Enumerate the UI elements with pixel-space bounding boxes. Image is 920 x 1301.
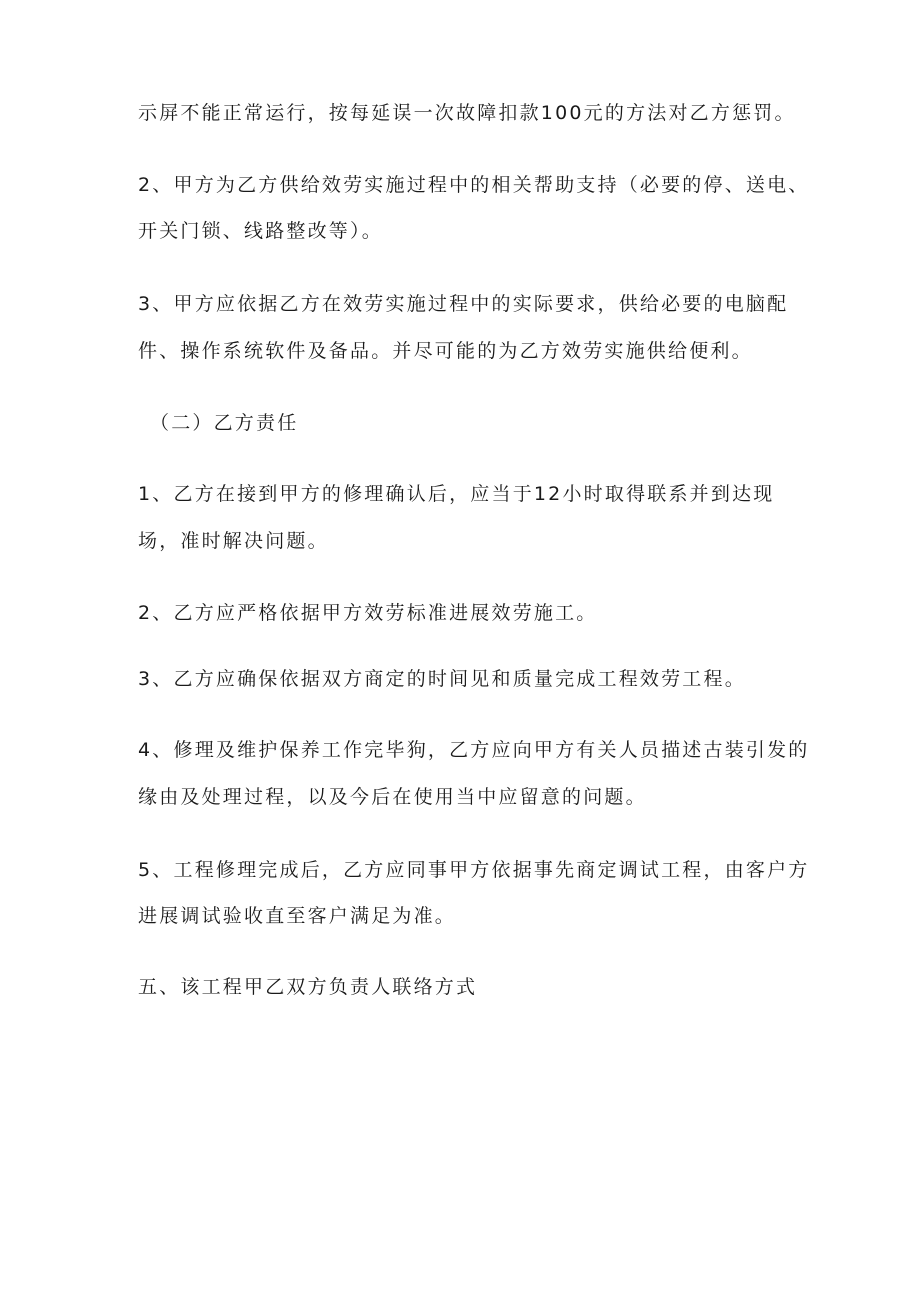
text-line: 3、甲方应依据乙方在效劳实施过程中的实际要求，供给必要的电脑配 [138, 293, 789, 315]
text-line: 件、操作系统软件及备品。并尽可能的为乙方效劳实施供给便利。 [138, 340, 753, 362]
text-line: 2、乙方应严格依据甲方效劳标准进展效劳施工。 [138, 602, 598, 624]
text-line: 开关门锁、线路整改等）。 [138, 220, 383, 242]
section-heading: 五、该工程甲乙双方负责人联络方式 [138, 976, 478, 998]
text-line: 3、乙方应确保依据双方商定的时间见和质量完成工程效劳工程。 [138, 668, 746, 690]
text-line: 2、甲方为乙方供给效劳实施过程中的相关帮助支持（必要的停、送电、 [138, 174, 810, 196]
text-line: 示屏不能正常运行，按每延误一次故障扣款100元的方法对乙方惩罚。 [138, 102, 796, 124]
text-line: 缘由及处理过程，以及今后在使用当中应留意的问题。 [138, 786, 647, 808]
text-line: 进展调试验收直至客户满足为准。 [138, 905, 457, 927]
section-heading: （二）乙方责任 [150, 412, 299, 434]
text-line: 1、乙方在接到甲方的修理确认后，应当于12小时取得联系并到达现 [138, 483, 775, 505]
text-line: 场，准时解决问题。 [138, 530, 329, 552]
text-line: 4、修理及维护保养工作完毕狗，乙方应向甲方有关人员描述古装引发的 [138, 739, 810, 761]
text-line: 5、工程修理完成后，乙方应同事甲方依据事先商定调试工程，由客户方 [138, 859, 810, 881]
